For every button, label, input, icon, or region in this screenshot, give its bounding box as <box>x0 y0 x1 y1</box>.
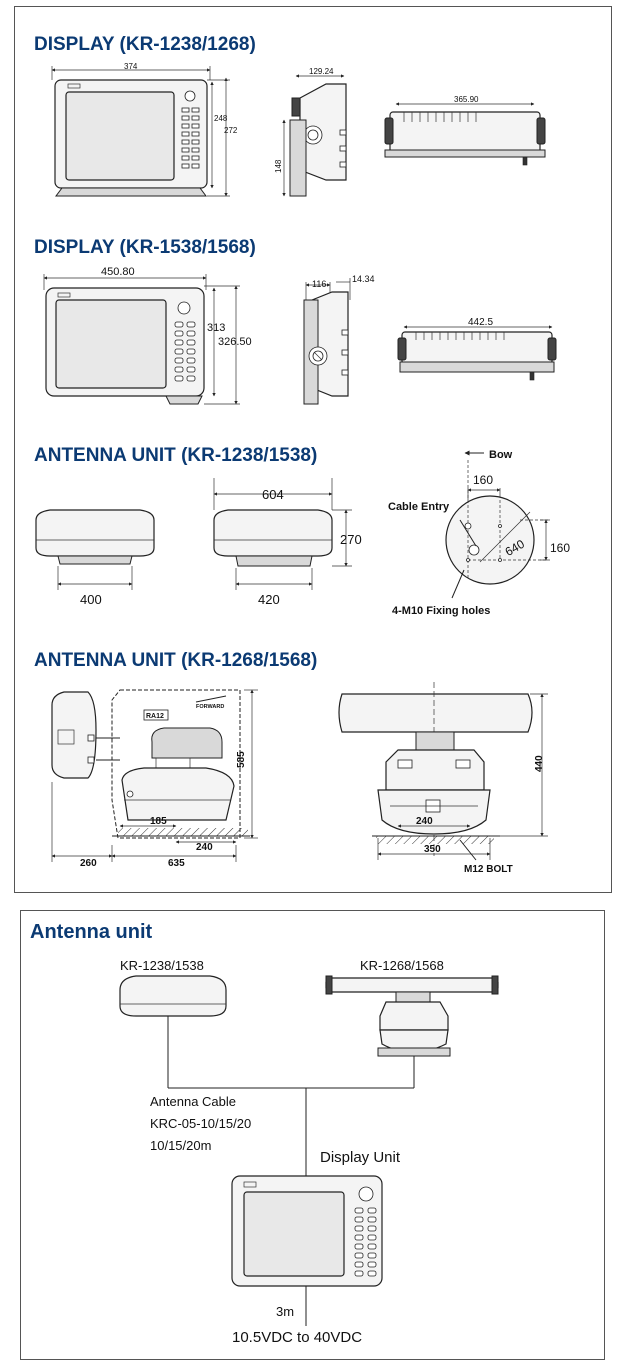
antenna-1238-front-view <box>214 478 362 607</box>
section-title-antenna-1238: ANTENNA UNIT (KR-1238/1538) <box>34 445 318 466</box>
display-unit-illustration <box>232 1176 382 1286</box>
section-title-display-1538: DISPLAY (KR-1538/1568) <box>34 237 256 258</box>
label-forward: FORWARD <box>196 704 225 710</box>
dim-antenna-1238-bolt-square: 160 <box>473 473 494 487</box>
display-1238-top-view <box>385 95 545 165</box>
label-cable-model: KRC-05-10/15/20 <box>150 1116 252 1131</box>
dim-antenna-1268-total: 635 <box>168 858 185 869</box>
dim-display-1538-height-outer: 326.50 <box>218 336 252 348</box>
section-title-antenna-1268: ANTENNA UNIT (KR-1268/1568) <box>34 650 318 671</box>
section-title-display-1238: DISPLAY (KR-1238/1268) <box>34 34 256 55</box>
dim-display-1238-height-outer: 272 <box>224 126 238 135</box>
dim-antenna-1268-height-front: 440 <box>534 755 545 772</box>
dim-display-1538-width: 450.80 <box>101 266 135 278</box>
open-array-antenna-illustration <box>326 976 498 1056</box>
system-diagram-title: Antenna unit <box>30 921 153 943</box>
label-display-unit: Display Unit <box>320 1149 401 1166</box>
display-1538-top-view <box>398 317 556 380</box>
label-power-length: 3m <box>276 1304 295 1319</box>
dim-display-1538-depth: 116 <box>312 279 327 289</box>
label-fixing-holes: 4-M10 Fixing holes <box>392 605 491 617</box>
label-model-left: KR-1238/1538 <box>120 958 204 973</box>
dim-antenna-1238-base: 400 <box>80 592 102 607</box>
label-antenna-cable: Antenna Cable <box>150 1094 237 1109</box>
dim-antenna-1238-bolt-side: 160 <box>550 541 571 555</box>
antenna-1238-side-view <box>36 510 154 607</box>
dim-display-1538-height-inner: 313 <box>207 322 226 334</box>
antenna-1268-side-view <box>52 690 258 869</box>
dim-display-1238-height-inner: 248 <box>214 114 228 123</box>
dim-display-1238-width: 374 <box>124 62 138 71</box>
dim-antenna-1238-diagonal: 640 <box>502 536 527 559</box>
dim-antenna-1268-base: 240 <box>196 842 213 853</box>
dim-antenna-1268-mid: 185 <box>150 816 167 827</box>
label-cable-length: 10/15/20m <box>150 1138 212 1153</box>
dim-antenna-1268-base-front: 240 <box>416 816 433 827</box>
dim-antenna-1268-height-side: 585 <box>236 751 247 768</box>
label-model-tag: RA12 <box>146 713 164 720</box>
dim-antenna-1238-height: 270 <box>340 532 362 547</box>
antenna-1238-mounting-plan <box>388 449 570 617</box>
dim-display-1238-depth: 129.24 <box>309 67 334 76</box>
dim-antenna-1238-base-side: 420 <box>258 592 280 607</box>
display-1538-front-view <box>44 266 252 404</box>
dim-antenna-1268-rear: 260 <box>80 858 97 869</box>
label-model-right: KR-1268/1568 <box>360 958 444 973</box>
label-power-range: 10.5VDC to 40VDC <box>232 1329 363 1346</box>
dim-display-1238-bracket: 148 <box>274 159 283 173</box>
dim-antenna-1268-width-front: 350 <box>424 844 441 855</box>
label-bow: Bow <box>489 449 513 461</box>
dim-antenna-1238-top-width: 604 <box>262 487 284 502</box>
display-1538-side-view <box>304 274 375 404</box>
antenna-1268-front-view <box>339 682 548 875</box>
display-1238-front-view <box>52 62 238 196</box>
radome-antenna-illustration <box>120 976 226 1016</box>
dim-display-1538-depth-extra: 14.34 <box>352 274 375 284</box>
dim-display-1238-top-width: 365.90 <box>454 95 479 104</box>
display-1238-side-view <box>274 67 346 196</box>
label-m12-bolt: M12 BOLT <box>464 864 513 875</box>
dim-display-1538-top-width: 442.5 <box>468 317 494 328</box>
label-cable-entry: Cable Entry <box>388 501 450 513</box>
